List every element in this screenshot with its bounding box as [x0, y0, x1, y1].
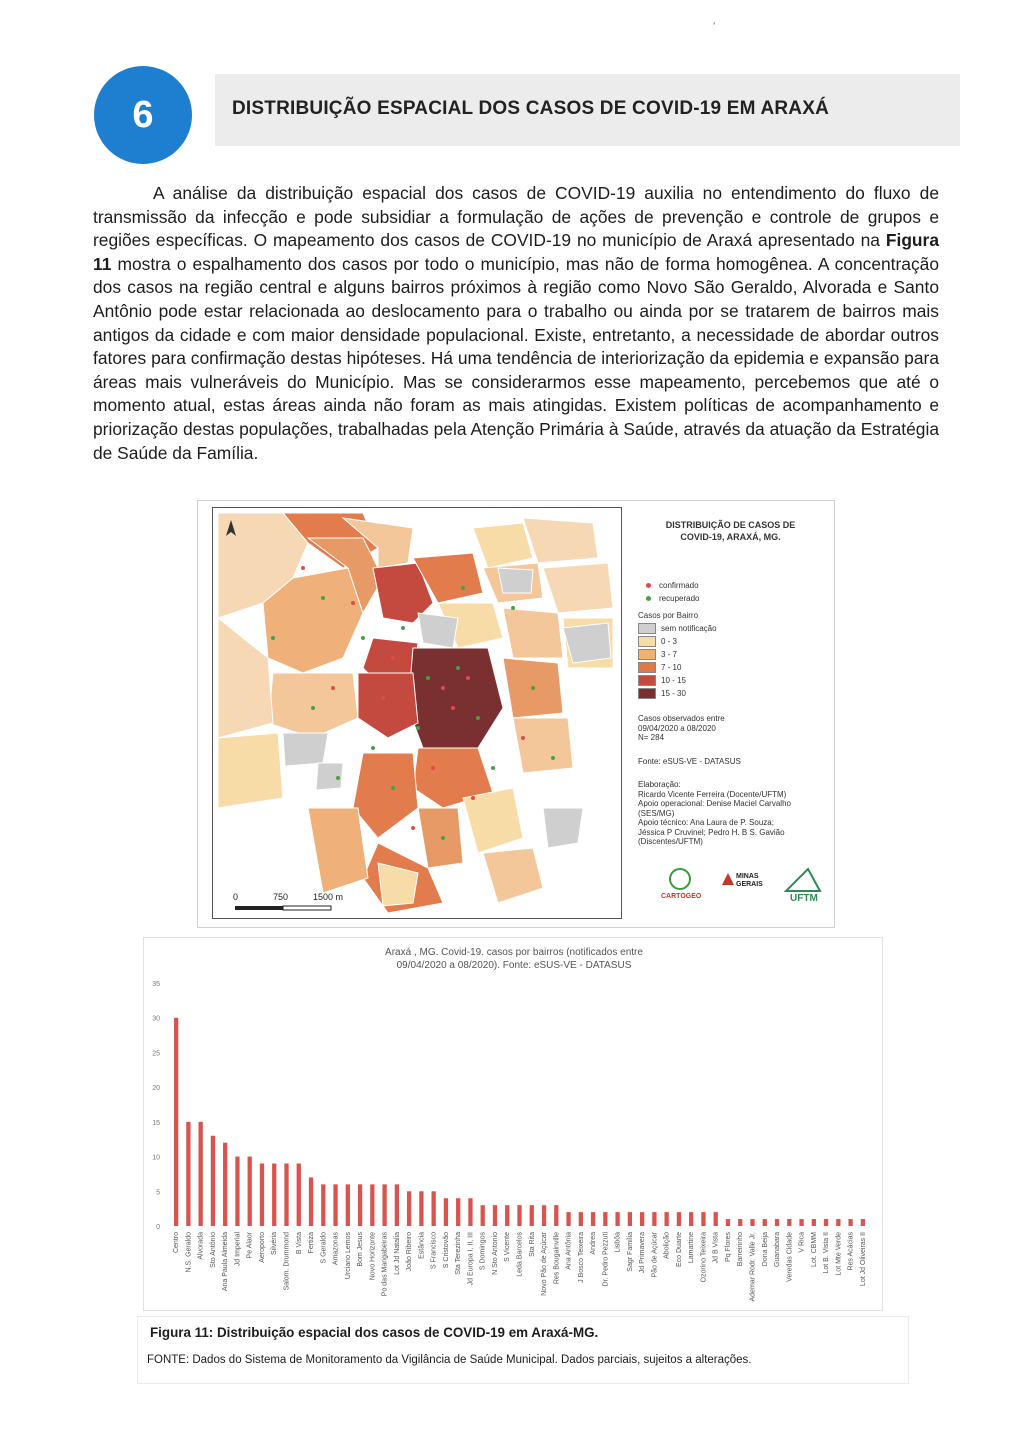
- x-tick-label: Jd B Vista: [712, 1232, 720, 1264]
- x-tick-label: Jd Primavera: [639, 1232, 647, 1274]
- bar: [542, 1205, 546, 1226]
- bar: [726, 1219, 730, 1226]
- legend-class-3: [638, 661, 823, 674]
- bar: [174, 1018, 178, 1226]
- y-tick-label: 5: [156, 1189, 160, 1197]
- legend-swatch: [638, 688, 656, 699]
- figure-reference: Figura 11: [93, 230, 939, 274]
- bar: [260, 1164, 264, 1226]
- polygon-east-1: [543, 563, 613, 613]
- bar: [836, 1219, 840, 1226]
- legend-recovered: [638, 592, 823, 605]
- x-tick-label: Urciano Lemos: [344, 1232, 352, 1280]
- polygon-south-west-1: [218, 733, 283, 808]
- x-tick-label: Lot B. Vista II: [823, 1232, 831, 1274]
- bar: [677, 1212, 681, 1226]
- bar: [272, 1164, 276, 1226]
- figure-caption: Figura 11: Distribuição espacial dos casos de COVID-19 em Araxá-MG.: [150, 1325, 599, 1340]
- bar: [211, 1136, 215, 1226]
- bar: [689, 1212, 693, 1226]
- bar: [297, 1164, 301, 1226]
- polygon-gray-se: [543, 808, 583, 848]
- section-number: 6: [132, 93, 154, 136]
- x-tick-label: Po das Mangabeiras: [381, 1232, 389, 1297]
- credits-line-6: (Discentes/UFTM): [638, 837, 703, 846]
- bar: [714, 1212, 718, 1226]
- x-tick-label: N.S. Geraldo: [185, 1232, 193, 1273]
- x-tick-label: Fertiza: [308, 1232, 316, 1254]
- legend-swatch: [638, 675, 656, 686]
- bar: [738, 1219, 742, 1226]
- observed-line-1: Casos observados entre: [638, 714, 725, 723]
- x-tick-label: Silvéria: [271, 1232, 279, 1255]
- bar: [493, 1205, 497, 1226]
- x-tick-label: S Geraldo: [320, 1232, 328, 1264]
- chart-title-line-2: 09/04/2020 a 08/2020). Fonte: eSUS-VE - DATASUS: [396, 960, 632, 971]
- x-tick-label: Res Acácias: [847, 1232, 855, 1271]
- bar: [419, 1191, 423, 1226]
- x-tick-label: Guanabara: [774, 1232, 782, 1268]
- x-tick-label: Dona Beija: [761, 1232, 769, 1267]
- bar: [787, 1219, 791, 1226]
- legend-observed: [638, 714, 823, 743]
- y-tick-label: 15: [152, 1119, 160, 1127]
- bar: [566, 1212, 570, 1226]
- x-tick-label: Sagr Família: [626, 1232, 634, 1272]
- bar: [775, 1219, 779, 1226]
- bar: [346, 1184, 350, 1226]
- x-tick-label: Lamartine: [688, 1232, 696, 1264]
- legend-class-0: [638, 622, 823, 635]
- x-tick-label: Sto Antônio: [209, 1232, 217, 1268]
- observed-line-2: 09/04/2020 a 08/2020: [638, 723, 716, 733]
- x-tick-label: Barreirinho: [737, 1232, 745, 1267]
- legend-title-line-1: DISTRIBUIÇÃO DE CASOS DE: [665, 520, 796, 530]
- legend-class-label: 10 - 15: [661, 676, 686, 685]
- bar: [333, 1184, 337, 1226]
- section-number-badge: [94, 66, 192, 164]
- x-tick-label: B Vista: [295, 1232, 303, 1255]
- cartogeo-logo-icon: [670, 869, 690, 889]
- logo-uftm-label: UFTM: [790, 893, 818, 904]
- x-tick-label: Veredas Cidade: [786, 1232, 794, 1282]
- legend-classes: [638, 622, 823, 700]
- bar: [652, 1212, 656, 1226]
- paragraph-part-2: mostra o espalhamento dos casos por todo o município, mas não de forma homogênea. A concentração dos casos na região central e alguns bairros próximos à região como Novo São Geraldo, Alvorada e Santo Antônio pode estar relacionada ao deslocamento para o trabalho ou ainda por se tratarem de bairros mais antigos da cidade e com maior densidade populacional. Existe, entretanto, a necessidade de abordar outros fatores para confirmação destas hipóteses. Há uma tendência de interiorização da epidemia e expansão para áreas mais vulneráveis do Município. Mas se considerarmos esse mapeamento, percebemos que até o momento atual, estas áreas ainda não foram as mais atingidas. Existem políticas de acompanhamento e priorização destas populações, trabalhadas pela Atenção Primária à Saúde, através da atuação da Estratégia de Saúde da Família.: [93, 253, 939, 463]
- x-tick-label: S Vicente: [504, 1232, 512, 1262]
- bar: [456, 1198, 460, 1226]
- legend-swatch: [638, 649, 656, 660]
- x-tick-label: Sta Terezinha: [455, 1232, 463, 1275]
- x-tick-label: Lot Jd Natalia: [393, 1232, 401, 1275]
- x-tick-label: S Francisco: [430, 1232, 438, 1269]
- x-tick-label: S Domingos: [479, 1232, 487, 1271]
- scale-label-1500: 1500 m: [313, 892, 344, 902]
- x-tick-label: Novo Pão de Açúcar: [541, 1232, 549, 1296]
- polygon-ne-gray: [498, 568, 533, 593]
- x-tick-label: S Cristovão: [442, 1232, 450, 1269]
- bar: [481, 1205, 485, 1226]
- legend-confirmed: [638, 579, 823, 592]
- x-tick-label: Leda Barcelos: [516, 1232, 524, 1277]
- y-tick-label: 30: [152, 1015, 160, 1023]
- x-tick-label: Res Bougainville: [553, 1232, 561, 1285]
- x-tick-label: V Rica: [798, 1232, 806, 1253]
- legend-class-label: 15 - 30: [661, 689, 686, 698]
- x-tick-label: Ozorino Teixeira: [700, 1232, 708, 1283]
- bar: [824, 1219, 828, 1226]
- map-figure: [197, 500, 835, 928]
- bar: [468, 1198, 472, 1226]
- x-tick-label: Novo Horizonte: [369, 1232, 377, 1281]
- x-tick-label: Estância: [418, 1232, 426, 1259]
- polygon-south-1: [353, 753, 418, 838]
- logo-minas-label: MINAS GERAIS: [736, 873, 763, 888]
- x-tick-label: Pe Alaor: [246, 1232, 254, 1259]
- x-tick-label: Lot Mte Verde: [835, 1232, 843, 1276]
- observed-n: N= 284: [638, 733, 665, 742]
- y-tick-label: 35: [152, 981, 160, 988]
- bar: [530, 1205, 534, 1226]
- bar: [861, 1219, 865, 1226]
- source-note: FONTE: Dados do Sistema de Monitoramento da Vigilância de Saúde Municipal. Dados parciais, sujeitos a alterações.: [147, 1354, 752, 1366]
- credits-line-5: Jéssica P Cruvinel; Pedro H. B S. Gavião: [638, 827, 785, 837]
- polygon-south-6: [483, 848, 543, 903]
- legend-class-1: [638, 635, 823, 648]
- polygon-east-4: [513, 718, 573, 773]
- legend-class-label: sem notificação: [661, 624, 717, 633]
- bar: [750, 1219, 754, 1226]
- x-tick-label: Lisbôa: [614, 1232, 622, 1253]
- bar: [235, 1157, 239, 1226]
- chart-title-line-1: Araxá , MG. Covid-19. casos por bairros (notificados entre: [385, 947, 643, 958]
- bar: [591, 1212, 595, 1226]
- x-tick-label: Jd Europa I, II, III: [467, 1232, 475, 1286]
- legend-credits: [638, 780, 823, 847]
- legend-class-5: [638, 687, 823, 700]
- polygon-ne-2: [523, 518, 598, 563]
- bar: [199, 1122, 203, 1226]
- neighborhood-polygons: [218, 513, 613, 913]
- bar: [395, 1184, 399, 1226]
- bar: [701, 1212, 705, 1226]
- legend-class-4: [638, 674, 823, 687]
- scan-mark: ʼ: [713, 22, 716, 33]
- x-tick-label: J Bosco Teixeira: [577, 1232, 585, 1283]
- bar: [665, 1212, 669, 1226]
- bar: [517, 1205, 521, 1226]
- x-tick-label: Eco Duarte: [675, 1232, 683, 1268]
- legend-recovered-label: recuperado: [659, 594, 700, 603]
- y-tick-label: 0: [156, 1224, 160, 1231]
- bar: [382, 1184, 386, 1226]
- x-tick-label: Dr. Pedro Pezzuti: [602, 1232, 610, 1287]
- x-tick-label: Alvorada: [197, 1232, 205, 1260]
- x-tick-label: Ana Antônia: [565, 1232, 573, 1270]
- bar-chart: [144, 938, 882, 1310]
- bar: [615, 1212, 619, 1226]
- legend-title: [638, 519, 823, 543]
- polygon-center-west: [358, 673, 418, 738]
- bar: [603, 1212, 607, 1226]
- bar: [223, 1143, 227, 1226]
- y-tick-label: 20: [152, 1085, 160, 1093]
- bar: [799, 1219, 803, 1226]
- legend-class-label: 7 - 10: [661, 663, 682, 672]
- x-tick-label: Ademar Rodr. Valle Jr.: [749, 1232, 757, 1302]
- polygon-south-5: [308, 808, 368, 893]
- x-tick-label: Pão de Açúcar: [651, 1232, 659, 1278]
- legend-cases-header: Casos por Bairro: [638, 611, 699, 620]
- bar: [628, 1212, 632, 1226]
- x-tick-label: João Ribeiro: [406, 1232, 414, 1272]
- x-tick-label: Amazonas: [332, 1232, 340, 1266]
- bar: [358, 1184, 362, 1226]
- credits-line-4: Apoio técnico: Ana Laura de P. Souza;: [638, 818, 774, 827]
- credits-line-3: (SES/MG): [638, 808, 675, 818]
- scale-bar: [235, 906, 331, 910]
- bar: [640, 1212, 644, 1226]
- legend-swatch: [638, 662, 656, 673]
- legend-class-label: 3 - 7: [661, 650, 678, 659]
- x-tick-label: Pq Flores: [724, 1232, 732, 1262]
- bar: [248, 1157, 252, 1226]
- credits-line-1: Ricardo Vicente Ferreira (Docente/UFTM): [638, 789, 787, 799]
- y-tick-label: 25: [152, 1050, 160, 1058]
- bar: [309, 1177, 313, 1226]
- uftm-logo-icon: [786, 869, 820, 891]
- scale-label-750: 750: [273, 892, 289, 902]
- choropleth-map: [212, 507, 622, 919]
- legend-class-label: 0 - 3: [661, 637, 678, 646]
- polygon-gray-west: [283, 733, 328, 766]
- legend-class-2: [638, 648, 823, 661]
- polygon-gray-mid: [418, 613, 458, 648]
- x-tick-label: Lot Jd Oliveiras II: [859, 1232, 867, 1287]
- x-tick-label: Aeroporto: [258, 1232, 266, 1263]
- x-tick-label: Andrea: [590, 1232, 598, 1255]
- x-tick-label: Sta Rita: [528, 1232, 536, 1257]
- x-tick-label: Salom. Drummond: [283, 1232, 291, 1291]
- body-paragraph: [93, 182, 939, 465]
- paragraph-part-1: A análise da distribuição espacial dos casos de COVID-19 auxilia no entendimento do fluxo de transmissão da infecção e pode subsidiar a formulação de ações de prevenção e controle de grupos e regiões específicas. O mapeamento dos casos de COVID-19 no município de Araxá apresentado na: [93, 183, 939, 251]
- bar: [579, 1212, 583, 1226]
- bar: [505, 1205, 509, 1226]
- bar: [444, 1198, 448, 1226]
- bar: [432, 1191, 436, 1226]
- credits-header: Elaboração:: [638, 780, 681, 789]
- legend-title-line-2: COVID-19, ARAXÁ, MG.: [680, 532, 781, 542]
- polygon-mid-east: [503, 608, 563, 658]
- polygon-ne-1: [473, 523, 533, 568]
- logos: [658, 861, 828, 911]
- y-tick-label: 10: [152, 1154, 160, 1162]
- bar: [812, 1219, 816, 1226]
- bar: [370, 1184, 374, 1226]
- polygon-south-2: [418, 808, 463, 868]
- polygon-center: [408, 648, 503, 748]
- map-svg: [213, 508, 621, 918]
- bar: [407, 1191, 411, 1226]
- bar: [321, 1184, 325, 1226]
- recovered-dot-icon: [646, 596, 651, 601]
- x-tick-label: Abolição: [663, 1232, 671, 1259]
- x-tick-label: N Sto Antonio: [491, 1232, 499, 1275]
- x-tick-label: Ana Paula Almeida: [222, 1232, 230, 1292]
- logo-cartogeo-label: CARTOGEO: [661, 893, 702, 900]
- polygon-west-3: [268, 673, 358, 738]
- bar: [763, 1219, 767, 1226]
- legend-swatch: [638, 623, 656, 634]
- x-tick-label: Jd Imperial: [234, 1232, 242, 1267]
- bar-chart-frame: [143, 937, 883, 1311]
- scale-label-0: 0: [233, 892, 239, 902]
- legend-confirmed-label: confirmado: [659, 581, 699, 590]
- map-legend: [638, 519, 823, 847]
- bar: [284, 1164, 288, 1226]
- bar: [848, 1219, 852, 1226]
- bar: [554, 1205, 558, 1226]
- x-tick-label: Bom Jesus: [357, 1232, 365, 1267]
- x-tick-label: Centro: [173, 1232, 181, 1254]
- x-tick-label: Lot. CBMM: [810, 1232, 818, 1268]
- section-title: DISTRIBUIÇÃO ESPACIAL DOS CASOS DE COVID-19 EM ARAXÁ: [232, 98, 830, 119]
- minas-gerais-logo-icon: [722, 873, 734, 885]
- legend-source: Fonte: eSUS-VE - DATASUS: [638, 756, 741, 766]
- credits-line-2: Apoio operacional: Denise Maciel Carvalho: [638, 799, 791, 808]
- bar: [186, 1122, 190, 1226]
- polygon-west-4: [218, 618, 273, 738]
- confirmed-dot-icon: [646, 583, 651, 588]
- legend-swatch: [638, 636, 656, 647]
